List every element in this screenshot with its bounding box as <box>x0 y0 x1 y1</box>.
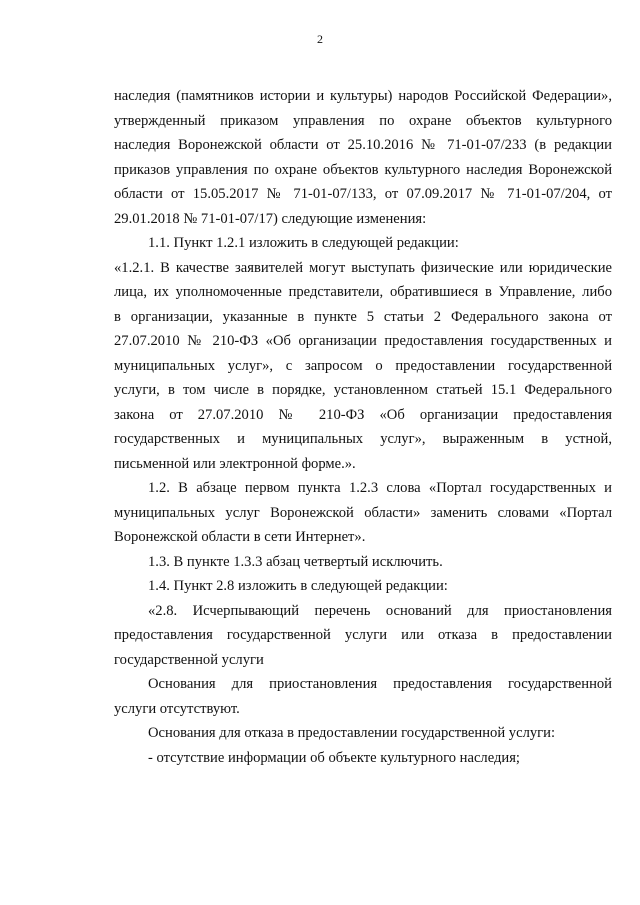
text-line: предоставления государственной услуги или отказа в предоставлении <box>114 627 612 643</box>
text-line: наследия Воронежской области от 25.10.2016 № 71-01-07/233 (в редакции <box>114 137 612 153</box>
text-line: 1.4. Пункт 2.8 изложить в следующей редакции: <box>148 578 448 594</box>
text-line: Воронежской области в сети Интернет». <box>114 529 366 545</box>
text-line: 29.01.2018 № 71-01-07/17) следующие изменения: <box>114 210 427 227</box>
text-line: Основания для отказа в предоставлении государственной услуги: <box>148 725 555 741</box>
text-line: в организации, указанные в пункте 5 статьи 2 Федерального закона от <box>114 308 612 325</box>
text-line: «1.2.1. В качестве заявителей могут выступать физические или юридические <box>114 259 612 276</box>
text-line: приказов управления по охране объектов культурного наследия Воронежской <box>114 161 612 178</box>
text-line: 1.1. Пункт 1.2.1 изложить в следующей редакции: <box>148 235 459 251</box>
text-line: Основания для приостановления предоставления государственной <box>148 676 612 692</box>
text-line: 27.07.2010 № 210-ФЗ «Об организации предоставления государственных и <box>114 333 612 349</box>
text-line: наследия (памятников истории и культуры) народов Российской Федерации», <box>114 88 612 104</box>
text-line: утвержденный приказом управления по охране объектов культурного <box>114 112 612 129</box>
text-line: 1.2. В абзаце первом пункта 1.2.3 слова «Портал государственных и <box>148 480 612 496</box>
text-line: государственной услуги <box>114 651 264 668</box>
text-line: услуги отсутствуют. <box>114 700 240 717</box>
text-line: области от 15.05.2017 № 71-01-07/133, от 07.09.2017 № 71-01-07/204, от <box>114 186 612 202</box>
text-line: письменной или электронной форме.». <box>114 455 356 472</box>
text-line: «2.8. Исчерпывающий перечень оснований для приостановления <box>148 602 612 619</box>
page-number: 2 <box>317 32 323 46</box>
text-line: муниципальных услуг Воронежской области» заменить словами «Портал <box>114 504 612 521</box>
text-line: закона от 27.07.2010 № 210-ФЗ «Об организации предоставления <box>114 406 612 423</box>
document-body <box>114 84 612 770</box>
text-line: государственных и муниципальных услуг», выраженным в устной, <box>114 431 612 447</box>
text-line: - отсутствие информации об объекте культурного наследия; <box>148 749 520 766</box>
text-line: муниципальных услуг», с запросом о предоставлении государственной <box>114 357 612 374</box>
text-line: 1.3. В пункте 1.3.3 абзац четвертый исключить. <box>148 553 443 570</box>
text-line: лица, их уполномоченные представители, обратившиеся в Управление, либо <box>114 284 612 300</box>
text-line: услуги, в том числе в порядке, установленном статьей 15.1 Федерального <box>114 382 612 398</box>
